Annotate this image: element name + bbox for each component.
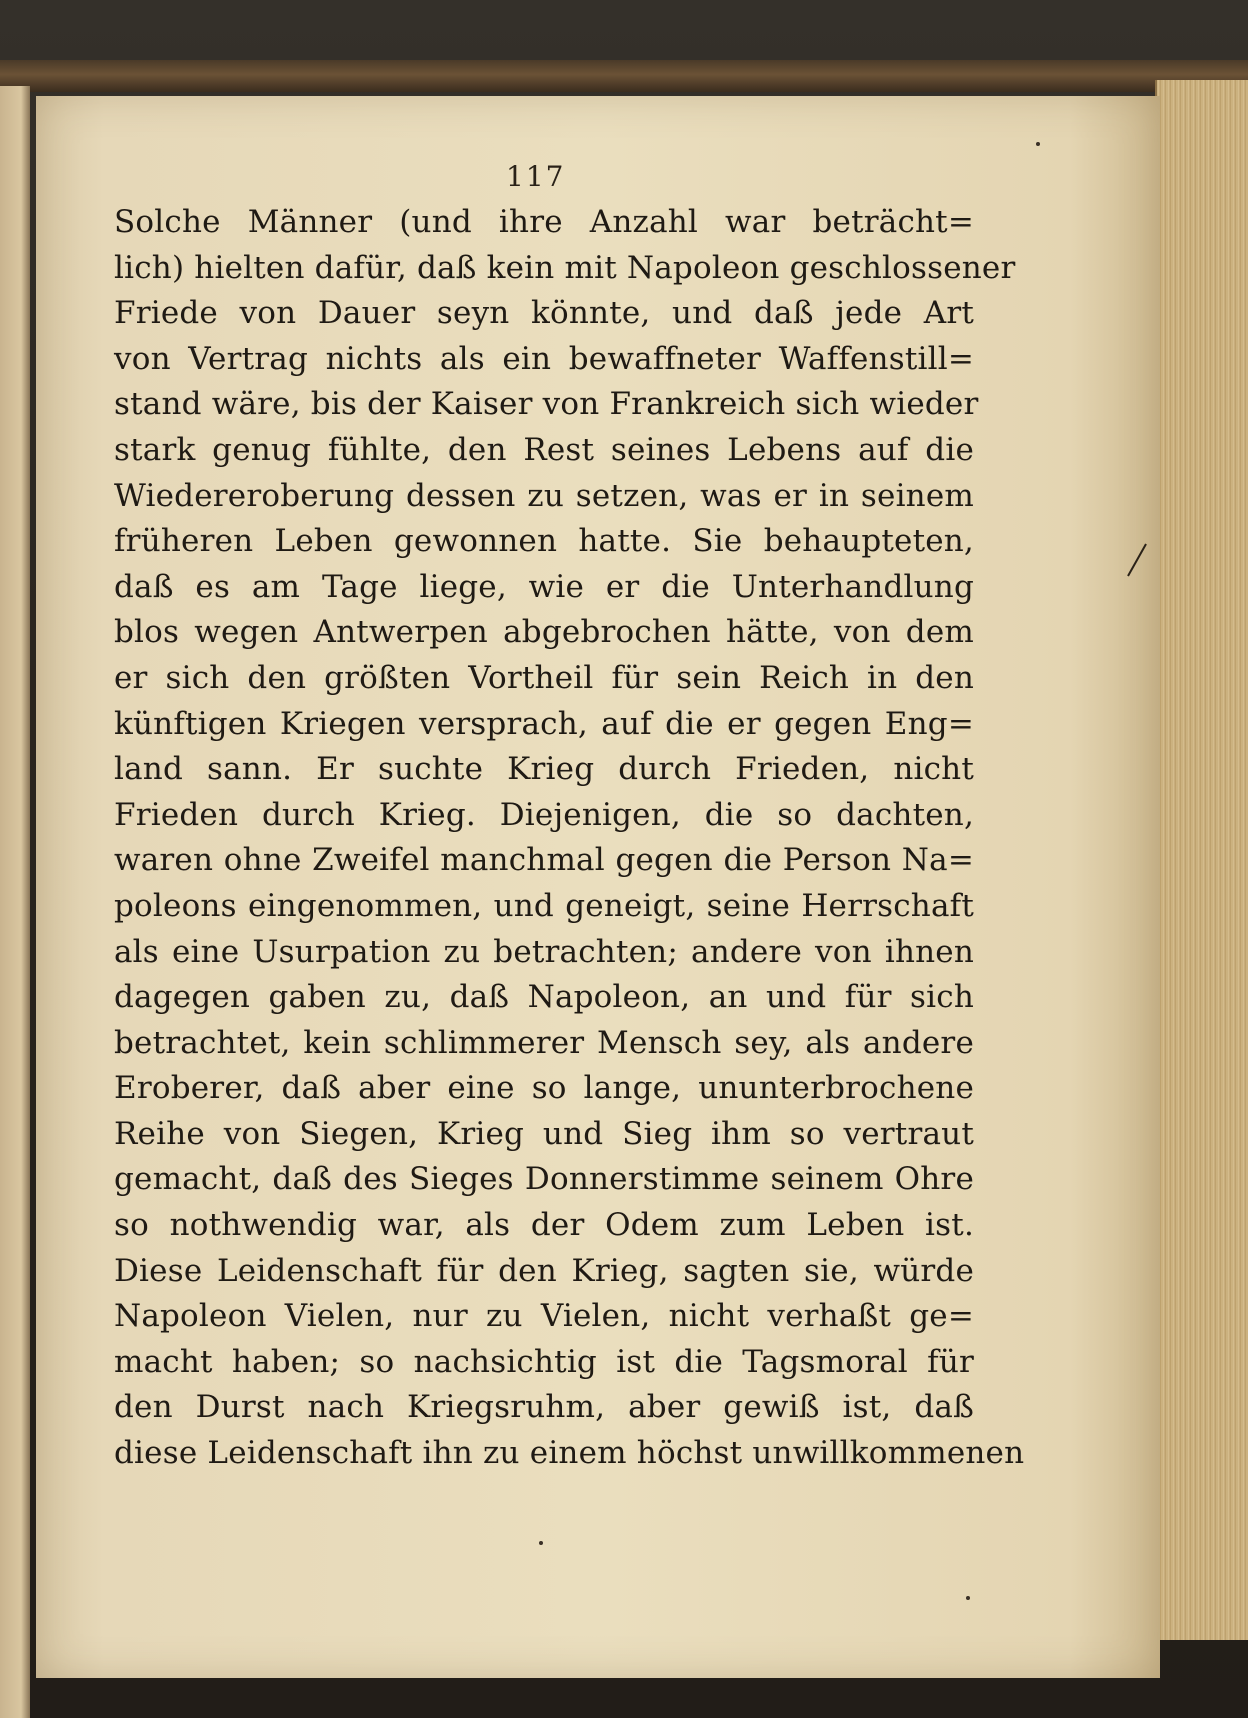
text-line: dagegen gaben zu, daß Napoleon, an und für sich <box>114 979 974 1016</box>
text-line: betrachtet, kein schlimmerer Mensch sey, als andere <box>114 1024 974 1061</box>
text-line: macht haben; so nachsichtig ist die Tagsmoral für <box>114 1343 974 1380</box>
ink-speck <box>966 1596 970 1600</box>
book-page <box>36 96 1160 1678</box>
text-line: Friede von Dauer seyn könnte, und daß jede Art <box>114 295 974 332</box>
page-text <box>114 200 1025 1477</box>
text-line: so nothwendig war, als der Odem zum Leben ist. <box>114 1207 974 1244</box>
text-line: Napoleon Vielen, nur zu Vielen, nicht verhaßt ge= <box>114 1298 974 1335</box>
text-line: als eine Usurpation zu betrachten; andere von ihnen <box>114 933 974 970</box>
facing-page-edge <box>0 86 30 1718</box>
text-line: blos wegen Antwerpen abgebrochen hätte, von dem <box>114 614 974 651</box>
margin-pen-mark <box>1122 540 1152 580</box>
text-line: gemacht, daß des Sieges Donnerstimme seinem Ohre <box>114 1161 974 1198</box>
text-line: poleons eingenommen, und geneigt, seine Herrschaft <box>114 887 974 924</box>
text-line: Reihe von Siegen, Krieg und Sieg ihm so vertraut <box>114 1115 974 1152</box>
text-line: Eroberer, daß aber eine so lange, ununterbrochene <box>114 1070 974 1107</box>
ink-speck <box>539 1541 543 1545</box>
text-line: land sann. Er suchte Krieg durch Frieden, nicht <box>114 751 974 788</box>
text-line: waren ohne Zweifel manchmal gegen die Person Na= <box>114 842 974 879</box>
ink-speck <box>1036 142 1040 146</box>
text-line: diese Leidenschaft ihn zu einem höchst unwillkommenen <box>114 1435 1025 1472</box>
text-line: Wiedereroberung dessen zu setzen, was er in seinem <box>114 477 974 514</box>
book-binding <box>0 60 1248 92</box>
text-line: den Durst nach Kriegsruhm, aber gewiß ist, daß <box>114 1389 974 1426</box>
text-line: früheren Leben gewonnen hatte. Sie behaupteten, <box>114 523 974 560</box>
text-line: er sich den größten Vortheil für sein Reich in den <box>114 659 974 696</box>
text-line: künftigen Kriegen versprach, auf die er gegen Eng= <box>114 705 974 742</box>
text-line: Solche Männer (und ihre Anzahl war beträcht= <box>114 204 974 240</box>
text-line: Diese Leidenschaft für den Krieg, sagten sie, würde <box>114 1252 974 1289</box>
text-line: von Vertrag nichts als ein bewaffneter Waffenstill= <box>114 340 974 377</box>
text-line: stand wäre, bis der Kaiser von Frankreich sich wieder <box>114 386 979 423</box>
text-line: daß es am Tage liege, wie er die Unterhandlung <box>114 568 974 605</box>
page-block-edges <box>1155 80 1248 1640</box>
text-line: lich) hielten dafür, daß kein mit Napoleon geschlossener <box>114 249 1016 286</box>
text-line: stark genug fühlte, den Rest seines Lebens auf die <box>114 431 974 468</box>
text-line: Frieden durch Krieg. Diejenigen, die so dachten, <box>114 796 974 833</box>
page-number: 117 <box>506 160 566 193</box>
